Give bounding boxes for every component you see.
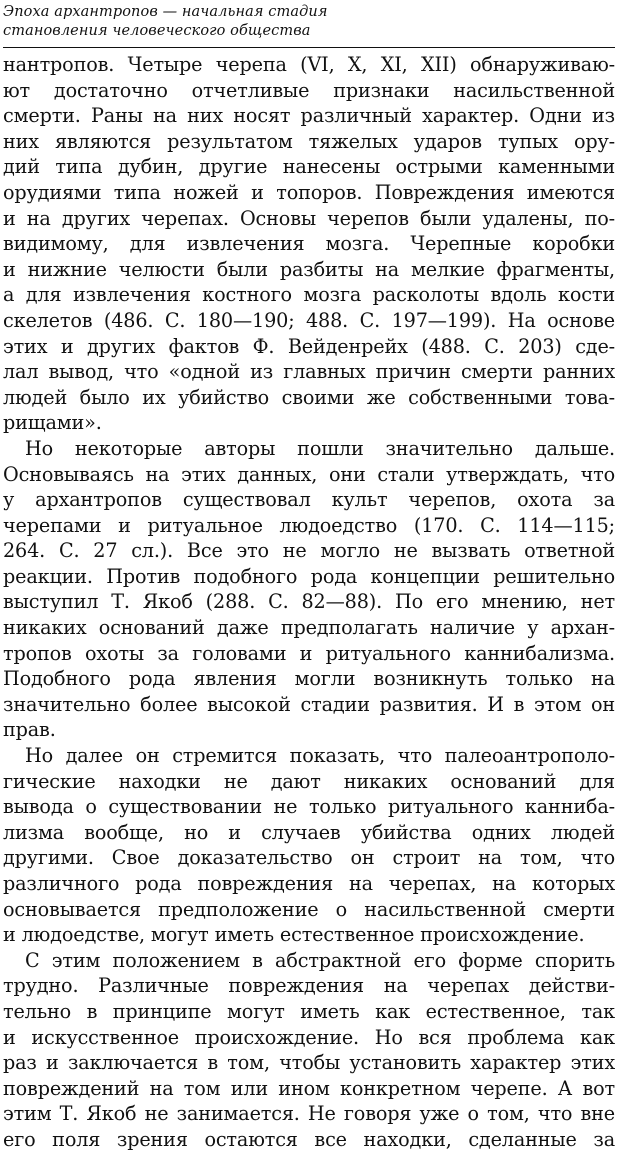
text-line: основывается предположение о насильственной смерти xyxy=(3,897,615,921)
text-line: а для извлечения костного мозга расколоты вдоль кости xyxy=(3,283,615,307)
text-line: тропов охоты за головами и ритуального каннибализма. xyxy=(3,641,615,665)
text-line: значительно более высокой стадии развития. И в этом он xyxy=(3,692,615,716)
book-page xyxy=(3,0,615,1151)
running-head-line-1: Эпоха архантропов — начальная стадия xyxy=(3,4,328,20)
text-line: гические находки не дают никаких оснований для xyxy=(3,769,615,793)
text-line: его поля зрения остаются все находки, сделанные за xyxy=(3,1127,615,1151)
text-line: Но некоторые авторы пошли значительно дальше. xyxy=(25,436,615,460)
text-line: раз и заключается в том, чтобы установить характер этих xyxy=(3,1051,615,1075)
running-head-line-2: становления человеческого общества xyxy=(3,23,311,39)
text-line: орудиями типа ножей и топоров. Повреждения имеются xyxy=(3,180,615,204)
text-line: никаких оснований даже предполагать наличие у архан- xyxy=(3,616,615,640)
text-line: тельно в принципе могут иметь как естественное, так xyxy=(3,999,615,1023)
text-line: лизма вообще, но и случаев убийства одних людей xyxy=(3,820,615,844)
text-line: реакции. Против подобного рода концепции решительно xyxy=(3,564,615,588)
text-line: видимому, для извлечения мозга. Черепные коробки xyxy=(3,232,615,256)
text-line: повреждений на том или ином конкретном черепе. А вот xyxy=(3,1076,615,1100)
text-line: скелетов (486. С. 180—190; 488. С. 197—199). На основе xyxy=(3,308,615,332)
text-line: Основываясь на этих данных, они стали утверждать, что xyxy=(3,462,615,486)
text-line: смерти. Раны на них носят различный характер. Одни из xyxy=(3,104,615,128)
text-line: этим Т. Якоб не занимается. Не говоря уже о том, что вне xyxy=(3,1102,615,1126)
text-line: черепами и ритуальное людоедство (170. С. 114—115; xyxy=(3,513,615,537)
text-line: Но далее он стремится показать, что палеоантрополо- xyxy=(25,744,615,768)
text-line: и людоедстве, могут иметь естественное происхождение. xyxy=(3,923,585,947)
text-line: прав. xyxy=(3,718,56,742)
text-line: ют достаточно отчетливые признаки насильственной xyxy=(3,78,615,102)
text-line: и на других черепах. Основы черепов были удалены, по- xyxy=(3,206,615,230)
text-line: выступил Т. Якоб (288. С. 82—88). По его мнению, нет xyxy=(3,590,615,614)
text-line: этих и других фактов Ф. Вейденрейх (488. С. 203) сде- xyxy=(3,334,615,358)
text-line: Подобного рода явления могли возникнуть только на xyxy=(3,667,615,691)
text-line: С этим положением в абстрактной его форме спорить xyxy=(25,948,615,972)
body-text xyxy=(3,52,615,1153)
text-line: лал вывод, что «одной из главных причин смерти ранних xyxy=(3,360,615,384)
text-line: дий типа дубин, другие нанесены острыми каменными xyxy=(3,155,615,179)
text-line: рищами». xyxy=(3,411,102,435)
text-line: различного рода повреждения на черепах, на которых xyxy=(3,872,615,895)
text-line: у архантропов существовал культ черепов, охота за xyxy=(3,488,615,512)
text-line: 264. С. 27 сл.). Все это не могло не вызвать ответной xyxy=(3,539,615,563)
text-line: другими. Свое доказательство он строит на том, что xyxy=(3,846,615,870)
running-head xyxy=(3,3,615,48)
text-line: трудно. Различные повреждения на черепах действи- xyxy=(3,974,615,998)
text-line: людей было их убийство своими же собственными това- xyxy=(3,385,615,409)
text-line: и искусственное происхождение. Но вся проблема как xyxy=(3,1025,615,1049)
text-line: них являются результатом тяжелых ударов тупых ору- xyxy=(3,129,615,153)
text-line: вывода о существовании не только ритуального каннибa- xyxy=(3,795,615,819)
text-line: нантропов. Четыре черепа (VI, X, XI, XII) обнаруживаю- xyxy=(3,53,615,76)
text-line: и нижние челюсти были разбиты на мелкие фрагменты, xyxy=(3,257,615,281)
